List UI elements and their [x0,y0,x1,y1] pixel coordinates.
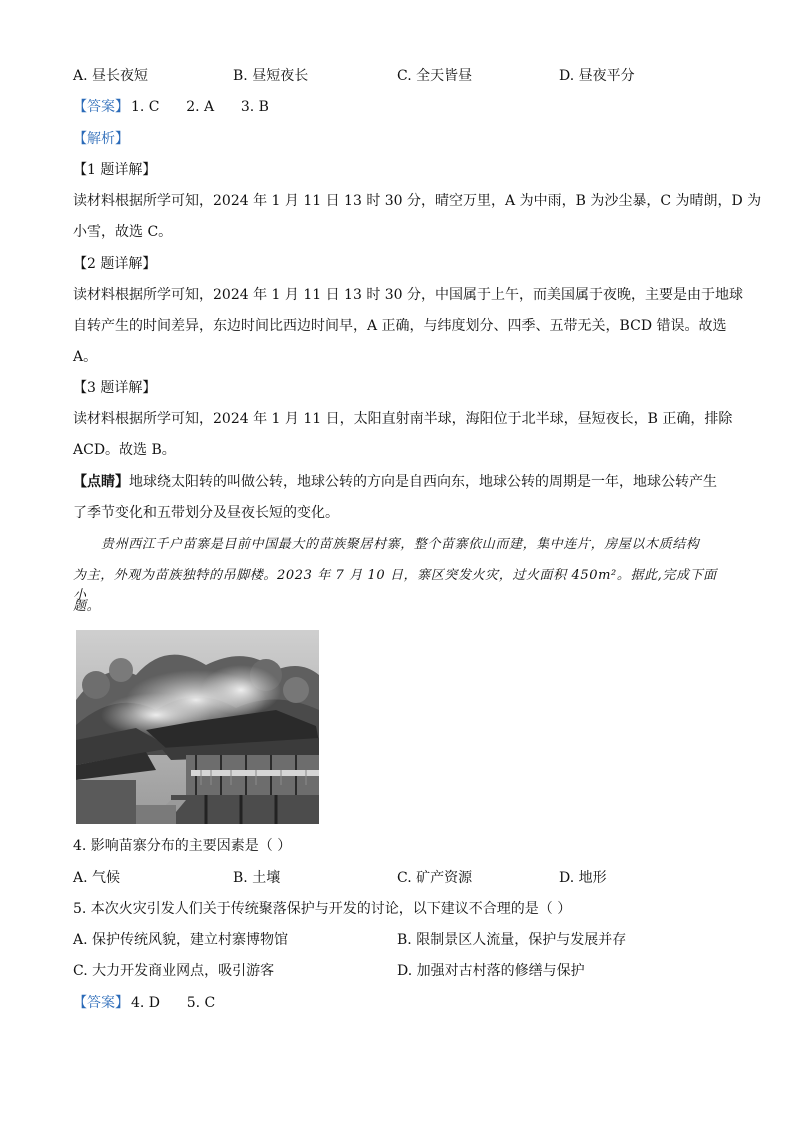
detail-3-tag: 【3 题详解】 [73,380,157,396]
option-a: A. 昼长夜短 [73,68,149,84]
detail-1-tag: 【1 题详解】 [73,162,157,178]
detail-1-line-1: 读材料根据所学可知，2024 年 1 月 11 日 13 时 30 分，晴空万里，A 为中雨，B 为沙尘暴，C 为晴朗，D 为 [73,193,762,209]
q4-option-d: D. 地形 [559,870,607,886]
analysis-tag: 【解析】 [73,131,129,147]
dianjing-tag: 【点睛】 [73,474,129,490]
material-line-3: 题。 [73,599,101,614]
q5-option-b: B. 限制景区人流量，保护与发展并存 [397,932,627,948]
detail-2-line-3: A。 [73,349,98,365]
q5-option-d: D. 加强对古村落的修缮与保护 [397,963,585,979]
answer-3: 3. B [240,99,269,115]
answer-line-2 [73,993,723,1013]
option-c: C. 全天皆昼 [397,68,473,84]
q4-option-a: A. 气候 [73,870,121,886]
q4-option-b: B. 土壤 [233,870,281,886]
answer-1: 1. C [131,99,160,115]
village-photo [76,630,319,824]
answer-line [73,97,723,117]
detail-3-line-2: ACD。故选 B。 [73,442,176,458]
option-d: D. 昼夜平分 [559,68,635,84]
q4-stem: 4. 影响苗寨分布的主要因素是（ ） [73,838,292,854]
detail-2-tag: 【2 题详解】 [73,256,157,272]
answer-tag: 【答案】 [73,99,129,115]
answer-4: 4. D [131,995,161,1011]
answer-5: 5. C [186,995,216,1011]
material-line-2: 为主，外观为苗族独特的吊脚楼。2023 年 7 月 10 日，寨区突发火灾，过火面积 450m²。据此,完成下面小 [73,568,717,603]
answer-tag-2: 【答案】 [73,995,129,1011]
q5-option-a: A. 保护传统风貌，建立村寨博物馆 [73,932,289,948]
option-b: B. 昼短夜长 [233,68,309,84]
answer-2: 2. A [186,99,215,115]
detail-1-line-2: 小雪，故选 C。 [73,224,173,240]
detail-3-line-1: 读材料根据所学可知，2024 年 1 月 11 日，太阳直射南半球，海阳位于北半球，昼短夜长，B 正确，排除 [73,411,733,427]
material-line-1: 贵州西江千户苗寨是目前中国最大的苗族聚居村寨，整个苗寨依山而建，集中连片，房屋以木质结构 [101,537,700,552]
q5-stem: 5. 本次火灾引发人们关于传统聚落保护与开发的讨论，以下建议不合理的是（ ） [73,901,572,917]
q5-option-c: C. 大力开发商业网点，吸引游客 [73,963,275,979]
q4-option-c: C. 矿产资源 [397,870,473,886]
detail-2-line-2: 自转产生的时间差异，东边时间比西边时间早，A 正确，与纬度划分、四季、五带无关，BCD 错误。故选 [73,318,727,334]
village-photo-drawing [76,630,319,824]
dianjing-text-1: 地球绕太阳转的叫做公转，地球公转的方向是自西向东，地球公转的周期是一年，地球公转产生 [129,474,717,490]
dianjing-line-2: 了季节变化和五带划分及昼夜长短的变化。 [73,505,339,521]
dianjing-line-1 [73,472,723,492]
detail-2-line-1: 读材料根据所学可知，2024 年 1 月 11 日 13 时 30 分，中国属于上午，而美国属于夜晚，主要是由于地球 [73,287,744,303]
